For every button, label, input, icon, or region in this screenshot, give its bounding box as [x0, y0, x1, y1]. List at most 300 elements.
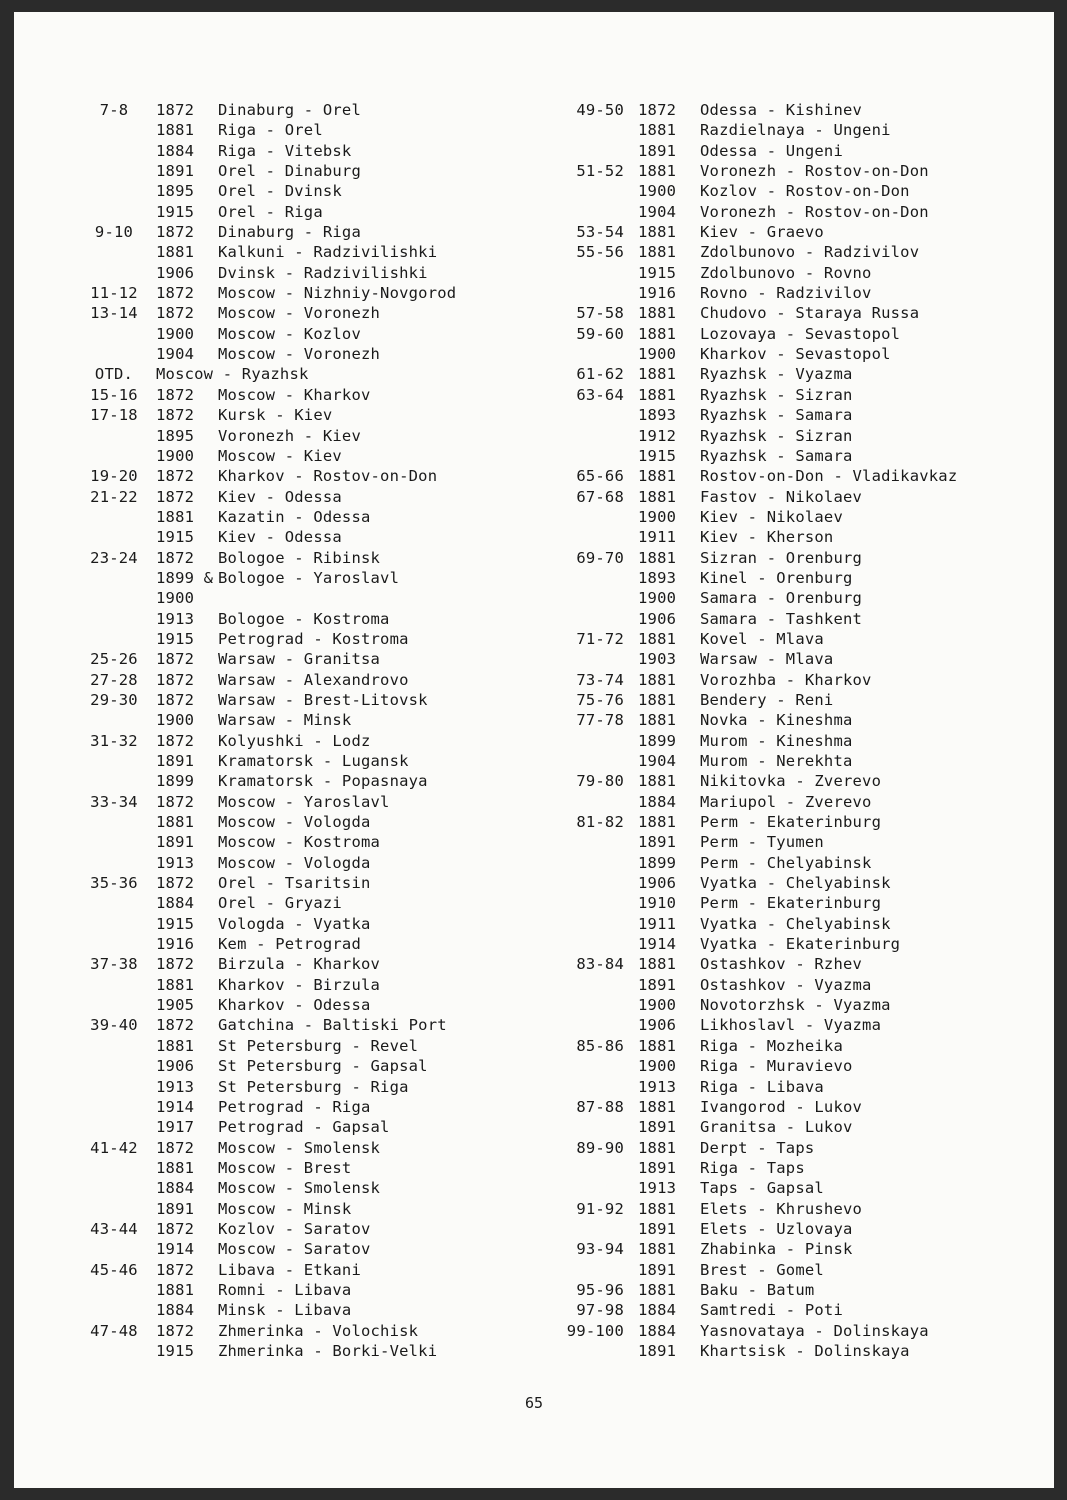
year: 1881: [638, 467, 677, 486]
route: Perm - Ekaterinburg: [700, 813, 882, 832]
year: 1899 &: [156, 568, 214, 587]
table-row: [554, 629, 1034, 649]
document-page: [14, 12, 1054, 1488]
line-code: [72, 1341, 156, 1361]
year: 1893: [638, 568, 677, 587]
year: 1881: [638, 772, 677, 791]
line-code: 15-16: [90, 385, 138, 404]
year: 1881: [638, 813, 677, 832]
year: 1906: [638, 874, 677, 893]
year: 1872: [156, 385, 195, 404]
table-row: [554, 792, 1034, 812]
line-code: [72, 141, 156, 161]
year: 1872: [156, 955, 195, 974]
line-code: [72, 1117, 156, 1137]
year: 1872: [156, 690, 195, 709]
table-row: [554, 1341, 1034, 1361]
route: Kiev - Odessa: [218, 487, 342, 506]
year: 1891: [156, 1199, 195, 1218]
route: St Petersburg - Gapsal: [218, 1057, 428, 1076]
year: 1904: [638, 202, 677, 221]
route: Rovno - Radzivilov: [700, 284, 872, 303]
table-row: [554, 1117, 1034, 1137]
line-code: [554, 893, 638, 913]
year: 1905: [156, 996, 195, 1015]
year: 1884: [156, 1301, 195, 1320]
line-code: 55-56: [576, 243, 624, 262]
route: Bendery - Reni: [700, 690, 834, 709]
route: Riga - Libava: [700, 1077, 824, 1096]
table-row: [554, 426, 1034, 446]
route: Likhoslavl - Vyazma: [700, 1016, 882, 1035]
year: 1872: [156, 284, 195, 303]
table-row: [72, 710, 542, 730]
table-row: [554, 588, 1034, 608]
line-code: [554, 914, 638, 934]
line-code: [72, 202, 156, 222]
year: 1872: [156, 304, 195, 323]
route: Khartsisk - Dolinskaya: [700, 1341, 910, 1360]
route: Kazatin - Odessa: [218, 507, 371, 526]
route: Moscow - Vologda: [218, 813, 371, 832]
year: 1891: [638, 1341, 677, 1360]
line-code: [554, 141, 638, 161]
year: 1899: [638, 853, 677, 872]
line-code: [554, 1341, 638, 1361]
table-row: [72, 548, 542, 568]
line-code: [72, 242, 156, 262]
route: Elets - Uzlovaya: [700, 1219, 853, 1238]
table-row: [72, 181, 542, 201]
line-code: 85-86: [576, 1036, 624, 1055]
table-row: [554, 324, 1034, 344]
table-row: [72, 1260, 542, 1280]
line-code: 59-60: [576, 324, 624, 343]
route: Kursk - Kiev: [218, 406, 333, 425]
table-row: [72, 1219, 542, 1239]
route: Moscow - Vologda: [218, 853, 371, 872]
route: Taps - Gapsal: [700, 1179, 824, 1198]
table-row: [554, 385, 1034, 405]
table-row: [72, 629, 542, 649]
table-row: [72, 446, 542, 466]
table-row: [554, 1300, 1034, 1320]
route: Kiev - Nikolaev: [700, 507, 843, 526]
route: Libava - Etkani: [218, 1260, 361, 1279]
route: Kozlov - Saratov: [218, 1219, 371, 1238]
table-row: [554, 751, 1034, 771]
table-row: [72, 364, 542, 384]
year: 1872: [156, 406, 195, 425]
route: Perm - Ekaterinburg: [700, 894, 882, 913]
line-code: 69-70: [576, 548, 624, 567]
line-code: 39-40: [90, 1016, 138, 1035]
table-row: [72, 1015, 542, 1035]
route-note: Moscow - Ryazhsk: [156, 365, 309, 384]
year: 1872: [638, 101, 677, 119]
route: Nikitovka - Zverevo: [700, 772, 882, 791]
table-row: [72, 202, 542, 222]
table-row: [72, 120, 542, 140]
year: 1915: [156, 1341, 195, 1360]
route: Zhabinka - Pinsk: [700, 1240, 853, 1259]
route: Ostashkov - Vyazma: [700, 975, 872, 994]
line-code: 37-38: [90, 955, 138, 974]
line-code: [72, 1036, 156, 1056]
line-code: [72, 161, 156, 181]
route: Dinaburg - Riga: [218, 223, 361, 242]
line-code: [554, 853, 638, 873]
table-row: [554, 120, 1034, 140]
line-code: [554, 832, 638, 852]
line-code: 89-90: [576, 1138, 624, 1157]
line-code: [72, 975, 156, 995]
line-code: [72, 995, 156, 1015]
line-code: 43-44: [90, 1219, 138, 1238]
table-row: [554, 853, 1034, 873]
table-row: [72, 1158, 542, 1178]
line-code: [554, 426, 638, 446]
year: 1891: [638, 1260, 677, 1279]
line-code: 23-24: [90, 548, 138, 567]
route: Bologoe - Ribinsk: [218, 548, 381, 567]
year: 1881: [638, 1280, 677, 1299]
route: Kramatorsk - Lugansk: [218, 752, 409, 770]
line-code: 49-50: [576, 101, 624, 119]
table-row: [72, 242, 542, 262]
route: Moscow - Yaroslavl: [218, 792, 390, 811]
year: 1900: [156, 324, 195, 343]
line-code: [72, 893, 156, 913]
line-code: 57-58: [576, 304, 624, 323]
table-row: [554, 1036, 1034, 1056]
table-row: [72, 893, 542, 913]
line-code: 65-66: [576, 467, 624, 486]
table-row: [72, 507, 542, 527]
route: Voronezh - Rostov-on-Don: [700, 202, 929, 221]
table-row: [554, 1178, 1034, 1198]
route: Kramatorsk - Popasnaya: [218, 772, 428, 791]
table-row: [554, 670, 1034, 690]
table-row: [72, 426, 542, 446]
table-row: [554, 303, 1034, 323]
year: 1900: [638, 589, 677, 608]
year: 1881: [638, 670, 677, 689]
table-row: [72, 812, 542, 832]
line-code: [554, 120, 638, 140]
year: 1872: [156, 223, 195, 242]
year: 1884: [638, 1321, 677, 1340]
route: Yasnovataya - Dolinskaya: [700, 1321, 929, 1340]
year: 1900: [638, 1057, 677, 1076]
table-row: [72, 1138, 542, 1158]
route: Riga - Vitebsk: [218, 141, 352, 160]
year: 1881: [638, 1138, 677, 1157]
line-code: 21-22: [90, 487, 138, 506]
line-code: 41-42: [90, 1138, 138, 1157]
route: Orel - Riga: [218, 202, 323, 221]
table-row: [72, 324, 542, 344]
route: Warsaw - Brest-Litovsk: [218, 690, 428, 709]
year: 1899: [156, 772, 195, 791]
year: 1881: [638, 955, 677, 974]
route: Kinel - Orenburg: [700, 568, 853, 587]
table-row: [554, 263, 1034, 283]
year: 1881: [638, 324, 677, 343]
table-row: [554, 507, 1034, 527]
route: St Petersburg - Revel: [218, 1036, 419, 1055]
route: Vyatka - Ekaterinburg: [700, 935, 901, 954]
table-row: [554, 1280, 1034, 1300]
line-code: 11-12: [90, 284, 138, 303]
table-row: [554, 1199, 1034, 1219]
route: Elets - Khrushevo: [700, 1199, 863, 1218]
line-code: [554, 609, 638, 629]
year: 1899: [638, 731, 677, 750]
year: 1872: [156, 1321, 195, 1340]
route: Bologoe - Kostroma: [218, 609, 390, 628]
line-code: [554, 792, 638, 812]
year: 1881: [638, 487, 677, 506]
route: Voronezh - Rostov-on-Don: [700, 162, 929, 181]
table-row: [72, 792, 542, 812]
year: 1906: [156, 1057, 195, 1076]
line-code: [72, 1097, 156, 1117]
route: Riga - Taps: [700, 1158, 805, 1177]
table-row: [554, 1077, 1034, 1097]
table-row: [72, 914, 542, 934]
route: Zdolbunovo - Radzivilov: [700, 243, 920, 262]
year: 1906: [638, 609, 677, 628]
line-code: [554, 731, 638, 751]
line-code: [72, 1056, 156, 1076]
year: 1900: [638, 507, 677, 526]
table-row: [72, 1321, 542, 1341]
year: 1872: [156, 1016, 195, 1035]
line-code: 83-84: [576, 955, 624, 974]
line-code: 87-88: [576, 1097, 624, 1116]
year: 1900: [156, 589, 195, 608]
line-code: [554, 1178, 638, 1198]
route: Moscow - Voronezh: [218, 304, 381, 323]
route: Petrograd - Gapsal: [218, 1118, 390, 1137]
year: 1872: [156, 467, 195, 486]
table-row: [554, 1321, 1034, 1341]
route: Brest - Gomel: [700, 1260, 824, 1279]
line-code: 25-26: [90, 650, 138, 669]
year: 1891: [638, 141, 677, 160]
line-code: [554, 1219, 638, 1239]
line-code: [72, 181, 156, 201]
line-code: 67-68: [576, 487, 624, 506]
line-code: [72, 426, 156, 446]
table-row: [72, 344, 542, 364]
table-row: [72, 487, 542, 507]
route: Moscow - Kiev: [218, 446, 342, 465]
table-row: [72, 649, 542, 669]
route: Baku - Batum: [700, 1280, 815, 1299]
table-row: [72, 1178, 542, 1198]
year: 1900: [638, 345, 677, 364]
table-row: [72, 588, 542, 608]
table-row: [72, 100, 542, 120]
year: 1915: [638, 446, 677, 465]
year: 1915: [156, 528, 195, 547]
table-row: [554, 1015, 1034, 1035]
table-row: [72, 1077, 542, 1097]
year: 1891: [638, 1118, 677, 1137]
route: Moscow - Smolensk: [218, 1179, 381, 1198]
year: 1881: [638, 162, 677, 181]
table-row: [72, 466, 542, 486]
table-row: [554, 1097, 1034, 1117]
year: 1891: [638, 833, 677, 852]
line-code: [554, 263, 638, 283]
table-row: [72, 771, 542, 791]
year: 1881: [156, 975, 195, 994]
line-code: [72, 263, 156, 283]
route: Orel - Gryazi: [218, 894, 342, 913]
route: Moscow - Brest: [218, 1158, 352, 1177]
route: Orel - Dinaburg: [218, 162, 361, 181]
line-code: 75-76: [576, 690, 624, 709]
route: Kharkov - Birzula: [218, 975, 381, 994]
year: 1881: [638, 1036, 677, 1055]
table-row: [72, 141, 542, 161]
route: Orel - Tsaritsin: [218, 874, 371, 893]
year: 1891: [638, 1219, 677, 1238]
line-code: [72, 934, 156, 954]
year: 1872: [156, 1219, 195, 1238]
table-row: [554, 690, 1034, 710]
route: Petrograd - Kostroma: [218, 629, 409, 648]
table-row: [554, 100, 1034, 120]
line-code: 73-74: [576, 670, 624, 689]
route: Mariupol - Zverevo: [700, 792, 872, 811]
year: 1881: [638, 711, 677, 730]
year: 1884: [638, 1301, 677, 1320]
line-code: [554, 446, 638, 466]
route: Derpt - Taps: [700, 1138, 815, 1157]
year: 1916: [156, 935, 195, 954]
year: 1884: [156, 1179, 195, 1198]
table-row: [554, 1158, 1034, 1178]
line-code: 9-10: [94, 223, 134, 242]
route: Gatchina - Baltiski Port: [218, 1016, 447, 1035]
line-code: [554, 1117, 638, 1137]
year: 1895: [156, 426, 195, 445]
line-code: [554, 1056, 638, 1076]
route: Ryazhsk - Samara: [700, 446, 853, 465]
route: Ryazhsk - Vyazma: [700, 365, 853, 384]
table-row: [72, 405, 542, 425]
year: 1893: [638, 406, 677, 425]
right-column: [554, 100, 1034, 1361]
line-code: [554, 1158, 638, 1178]
table-row: [554, 1219, 1034, 1239]
line-code: 81-82: [576, 813, 624, 832]
table-row: [72, 385, 542, 405]
route: Kiev - Odessa: [218, 528, 342, 547]
year: 1881: [156, 243, 195, 262]
table-row: [72, 568, 542, 588]
line-code: 71-72: [576, 629, 624, 648]
line-code: 29-30: [90, 690, 138, 709]
line-code: 7-8: [99, 101, 129, 119]
route: Ryazhsk - Sizran: [700, 426, 853, 445]
table-row: [554, 161, 1034, 181]
year: 1906: [638, 1016, 677, 1035]
year: 1914: [156, 1097, 195, 1116]
route: Razdielnaya - Ungeni: [700, 121, 891, 140]
table-row: [72, 690, 542, 710]
route: Novotorzhsk - Vyazma: [700, 996, 891, 1015]
route: Samtredi - Poti: [700, 1301, 843, 1320]
route: Vyatka - Chelyabinsk: [700, 874, 891, 893]
year: 1881: [156, 121, 195, 140]
table-row: [72, 853, 542, 873]
year: 1900: [156, 446, 195, 465]
route: Kiev - Graevo: [700, 223, 824, 242]
year: 1881: [638, 304, 677, 323]
route: Perm - Tyumen: [700, 833, 824, 852]
year: 1884: [638, 792, 677, 811]
line-code: 93-94: [576, 1240, 624, 1259]
year: 1900: [638, 182, 677, 201]
year: 1872: [156, 1260, 195, 1279]
route: Samara - Tashkent: [700, 609, 863, 628]
line-code: 53-54: [576, 223, 624, 242]
line-code: [554, 751, 638, 771]
table-row: [72, 1300, 542, 1320]
year: 1903: [638, 650, 677, 669]
line-code: 77-78: [576, 711, 624, 730]
route: Moscow - Minsk: [218, 1199, 352, 1218]
route: Sizran - Orenburg: [700, 548, 863, 567]
year: 1913: [638, 1077, 677, 1096]
route: Moscow - Kharkov: [218, 385, 371, 404]
table-row: [554, 832, 1034, 852]
year: 1915: [156, 629, 195, 648]
year: 1900: [156, 711, 195, 730]
table-row: [554, 893, 1034, 913]
table-row: [554, 975, 1034, 995]
route: Moscow - Voronezh: [218, 345, 381, 364]
route: Zhmerinka - Volochisk: [218, 1321, 419, 1340]
line-code: [72, 812, 156, 832]
year: 1915: [156, 202, 195, 221]
line-code: [554, 283, 638, 303]
line-code: [554, 344, 638, 364]
table-row: [554, 548, 1034, 568]
route: Kalkuni - Radzivilishki: [218, 243, 438, 262]
table-row: [554, 487, 1034, 507]
year: 1881: [156, 1158, 195, 1177]
table-row: [72, 263, 542, 283]
table-row: [554, 405, 1034, 425]
route: Dvinsk - Radzivilishki: [218, 263, 428, 282]
line-code: [554, 405, 638, 425]
year: 1872: [156, 874, 195, 893]
table-row: [72, 1097, 542, 1117]
table-row: [554, 710, 1034, 730]
route: Kiev - Kherson: [700, 528, 834, 547]
year: 1912: [638, 426, 677, 445]
route: Minsk - Libava: [218, 1301, 352, 1320]
route: Moscow - Nizhniy-Novgorod: [218, 284, 457, 303]
line-code: [72, 1280, 156, 1300]
route: Moscow - Smolensk: [218, 1138, 381, 1157]
